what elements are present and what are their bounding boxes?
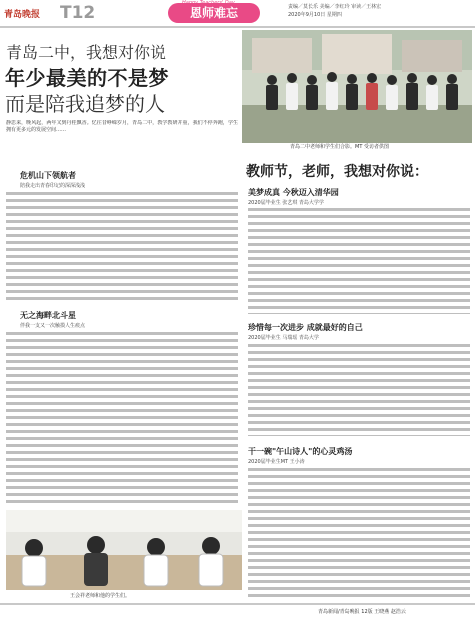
- article-2-title: 珍惜每一次进步 成就最好的自己: [248, 323, 363, 332]
- class-photo-illustration: [6, 510, 242, 590]
- class-photo-caption: 王会祥老师和他的学生们。: [70, 593, 131, 599]
- group-photo: [242, 30, 472, 143]
- headline-line-3: 而是陪我追梦的人: [5, 92, 165, 116]
- column-title: 教师节，老师，我想对你说：: [246, 164, 428, 180]
- footer-credits: 青岛新闻/青岛晚报 12版 王晓燕 赵浩云: [318, 609, 406, 615]
- article-1-byline: 2020届毕业生 张艺琪 青岛大学学: [248, 200, 324, 206]
- left-section-2-subtitle: 伴我一支又一次触摸人生痕点: [20, 323, 86, 329]
- editor-meta: [288, 3, 474, 19]
- group-photo-illustration: [242, 30, 472, 143]
- headline-line-1: 青岛二中，我想对你说: [6, 43, 167, 62]
- article-1-body: [248, 208, 470, 314]
- section-brand: 恩师难忘: [168, 3, 260, 23]
- article-3-body: [248, 468, 470, 598]
- article-3-byline: 2020届毕业生MT 王小涛: [248, 459, 305, 465]
- left-section-2-body: [6, 332, 238, 504]
- date-line: 2020年9月10日 星期四: [288, 12, 342, 18]
- editor-line: 责编／莫长乐 美编／李红玲 审读／王林宏: [288, 4, 382, 10]
- article-3-title: 干一碗"午山诗人"的心灵鸡汤: [248, 447, 353, 456]
- intro-paragraph: 静思来，晚风起，两年又到丹桂飘香。忆往昔峥嵘岁月，青岛二中，教学教研并重，我们不停奔跑，学生拥有更多元的发展空间……: [6, 120, 238, 133]
- left-section-1-body: [6, 192, 238, 304]
- newspaper-logo: 青岛晚报: [4, 10, 41, 20]
- headline-line-2: 年少最美的不是梦: [5, 66, 169, 90]
- article-2-body: [248, 344, 470, 436]
- left-section-1-subtitle: 陪我走出青春印记的深深浅浅: [20, 183, 86, 189]
- class-photo: [6, 510, 242, 590]
- left-section-1-title: 危机山下领航者: [20, 171, 76, 180]
- photo-caption: 青岛二中老师和学生们合影。MT 受访者供图: [290, 144, 389, 150]
- left-section-2-title: 无之海畔北斗星: [20, 311, 76, 320]
- article-2-byline: 2020届毕业生 马瑞瑶 青岛大学: [248, 335, 319, 341]
- article-1-title: 美梦成真 今秋迈入清华园: [248, 188, 339, 197]
- page-number: T12: [60, 3, 96, 23]
